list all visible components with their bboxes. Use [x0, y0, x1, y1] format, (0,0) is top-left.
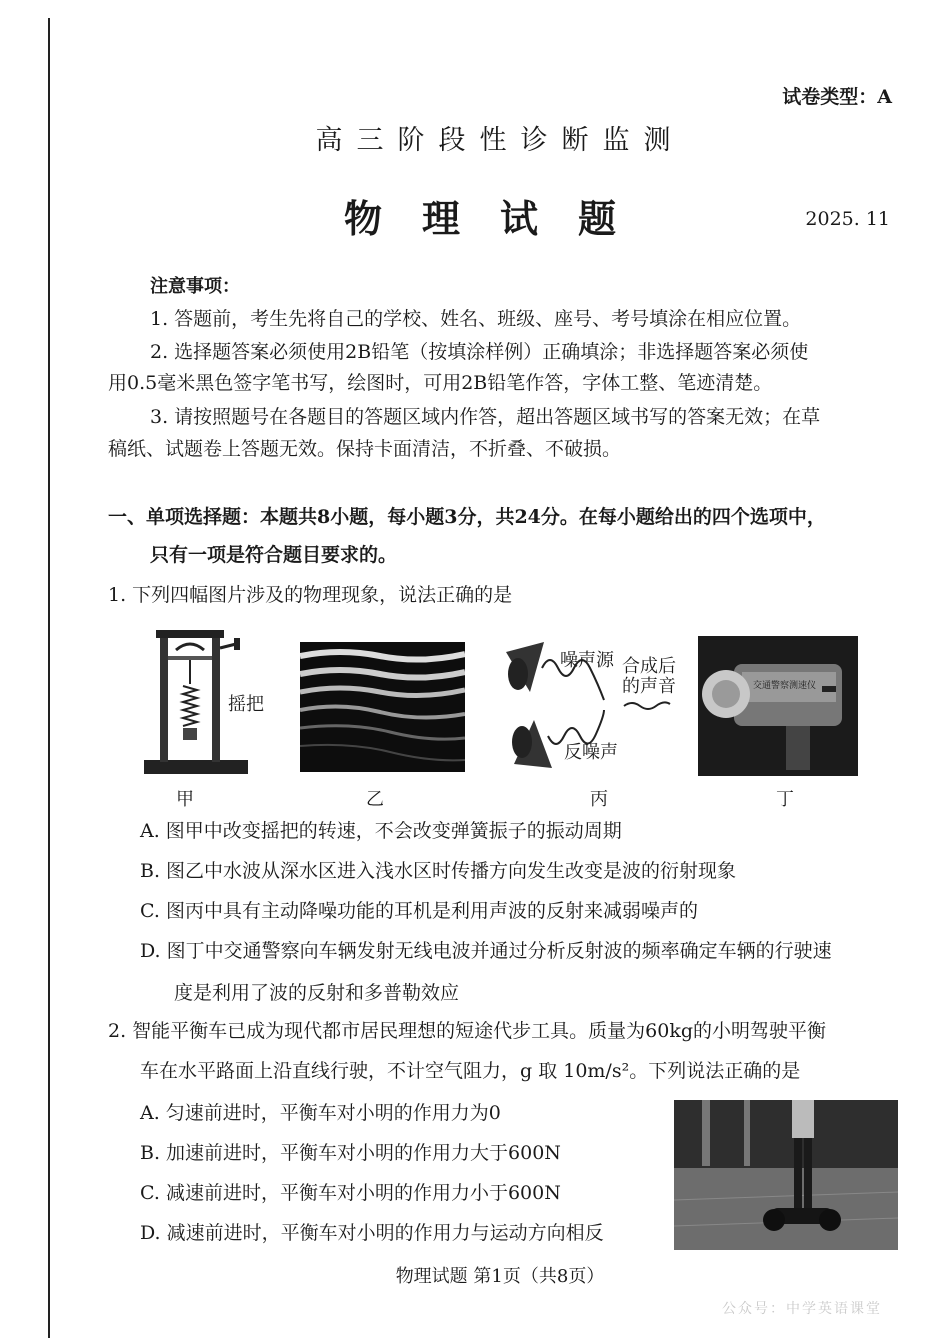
anti-noise-label: 反噪声 — [564, 742, 618, 763]
notes-heading: 注意事项： — [150, 276, 240, 297]
figure-jia-label: 甲 — [176, 789, 194, 810]
balance-scooter-photo — [674, 1100, 898, 1250]
exam-date: 2025. 11 — [805, 208, 890, 230]
note-1: 1. 答题前，考生先将自己的学校、姓名、班级、座号、考号填涂在相应位置。 — [150, 308, 802, 330]
note-3-cont: 稿纸、试题卷上答题无效。保持卡面清洁，不折叠、不破损。 — [108, 438, 622, 460]
note-2-cont: 用0.5毫米黑色签字笔书写，绘图时，可用2B铅笔作答，字体工整、笔迹清楚。 — [108, 372, 773, 394]
combined-label-1: 合成后 — [622, 656, 676, 677]
figure-ding-label: 丁 — [776, 789, 794, 810]
figure-ding — [698, 636, 858, 776]
q1-option-c: C. 图丙中具有主动降噪功能的耳机是利用声波的反射来减弱噪声的 — [140, 900, 698, 922]
q1-option-b: B. 图乙中水波从深水区进入浅水区时传播方向发生改变是波的衍射现象 — [140, 860, 737, 882]
q2-stem: 2. 智能平衡车已成为现代都市居民理想的短途代步工具。质量为60kg的小明驾驶平衡 — [108, 1020, 827, 1042]
combined-label-2: 的声音 — [622, 676, 676, 697]
page-footer: 物理试题 第1页（共8页） — [395, 1266, 605, 1287]
figure-bing-label: 丙 — [590, 789, 608, 810]
exam-subtitle: 高三阶段性诊断监测 — [315, 125, 685, 156]
q1-option-a: A. 图甲中改变摇把的转速，不会改变弹簧振子的振动周期 — [140, 820, 622, 842]
crank-label: 摇把 — [228, 694, 264, 715]
q2-option-c: C. 减速前进时，平衡车对小明的作用力小于600N — [140, 1182, 561, 1204]
note-3: 3. 请按照题号在各题目的答题区域内作答，超出答题区域书写的答案无效；在草 — [150, 406, 821, 428]
exam-title: 物理试题 — [343, 196, 656, 241]
q1-option-d: D. 图丁中交通警察向车辆发射无线电波并通过分析反射波的频率确定车辆的行驶速 — [140, 940, 832, 962]
q2-option-a: A. 匀速前进时，平衡车对小明的作用力为0 — [140, 1102, 501, 1124]
section-heading: 一、单项选择题：本题共8小题，每小题3分，共24分。在每小题给出的四个选项中， — [108, 506, 826, 528]
q2-option-d: D. 减速前进时，平衡车对小明的作用力与运动方向相反 — [140, 1222, 604, 1244]
q1-option-d-cont: 度是利用了波的反射和多普勒效应 — [174, 982, 460, 1004]
exam-type: 试卷类型：A — [782, 86, 892, 108]
note-2: 2. 选择题答案必须使用2B铅笔（按填涂样例）正确填涂；非选择题答案必须使 — [150, 341, 809, 363]
q2-stem-cont: 车在水平路面上沿直线行驶，不计空气阻力，g 取 10m/s²。下列说法正确的是 — [140, 1060, 801, 1082]
q1-stem: 1. 下列四幅图片涉及的物理现象，说法正确的是 — [108, 584, 513, 606]
noise-source-label: 噪声源 — [560, 650, 614, 671]
q2-option-b: B. 加速前进时，平衡车对小明的作用力大于600N — [140, 1142, 561, 1164]
section-heading-cont: 只有一项是符合题目要求的。 — [150, 544, 398, 566]
figure-yi-label: 乙 — [366, 789, 384, 810]
figure-yi — [300, 642, 465, 772]
radar-gun-label: 交通警察测速仪 — [753, 681, 817, 691]
watermark: 公众号：中学英语课堂 — [722, 1301, 882, 1317]
